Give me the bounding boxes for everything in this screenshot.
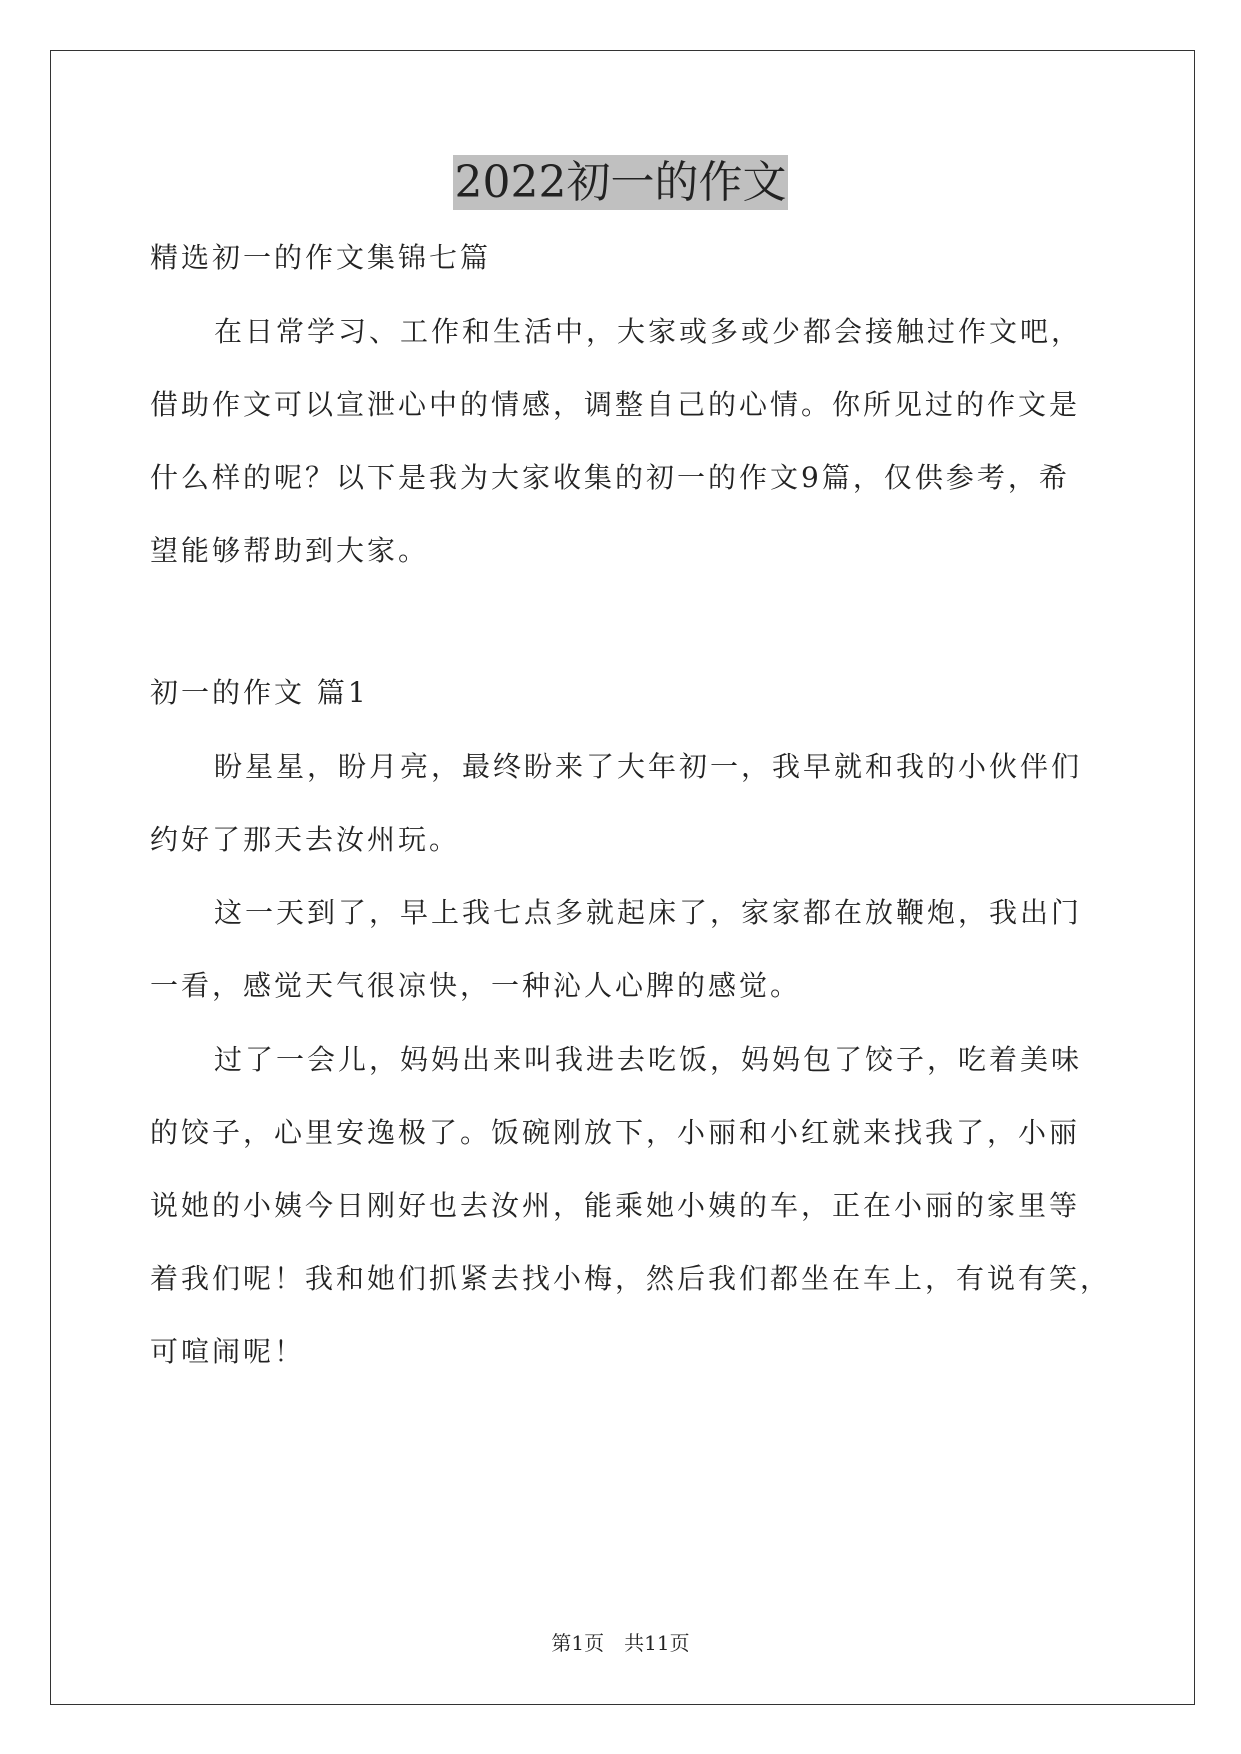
paragraph-line: 可喧闹呢！ (150, 1335, 306, 1368)
document-title-text: 2022初一的作文 (454, 157, 787, 208)
paragraph-line: 说她的小姨今日刚好也去汝州，能乘她小姨的车，正在小丽的家里等 (150, 1189, 1081, 1222)
paragraph-line: 着我们呢！我和她们抓紧去找小梅，然后我们都坐在车上，有说有笑， (150, 1262, 1112, 1295)
paragraph-line: 这一天到了，早上我七点多就起床了，家家都在放鞭炮，我出门 (214, 896, 1083, 929)
intro-line: 在日常学习、工作和生活中，大家或多或少都会接触过作文吧， (214, 315, 1083, 348)
paragraph-line: 一看，感觉天气很凉快，一种沁人心脾的感觉。 (150, 969, 802, 1002)
paragraph-line: 盼星星，盼月亮，最终盼来了大年初一，我早就和我的小伙伴们 (214, 750, 1083, 783)
page-border (50, 50, 1195, 1705)
intro-line: 望能够帮助到大家。 (150, 534, 430, 567)
paragraph-line: 的饺子，心里安逸极了。饭碗刚放下，小丽和小红就来找我了，小丽 (150, 1116, 1081, 1149)
intro-line: 借助作文可以宣泄心中的情感，调整自己的心情。你所见过的作文是 (150, 388, 1081, 421)
paragraph-line: 过了一会儿，妈妈出来叫我进去吃饭，妈妈包了饺子，吃着美味 (214, 1043, 1083, 1076)
page-footer: 第1页 共11页 (551, 1631, 690, 1655)
subtitle: 精选初一的作文集锦七篇 (150, 241, 492, 274)
paragraph-line: 约好了那天去汝州玩。 (150, 823, 461, 856)
intro-line: 什么样的呢？以下是我为大家收集的初一的作文9篇，仅供参考，希 (150, 461, 1070, 494)
section-heading: 初一的作文 篇1 (150, 676, 369, 709)
document-title (0, 155, 1241, 211)
